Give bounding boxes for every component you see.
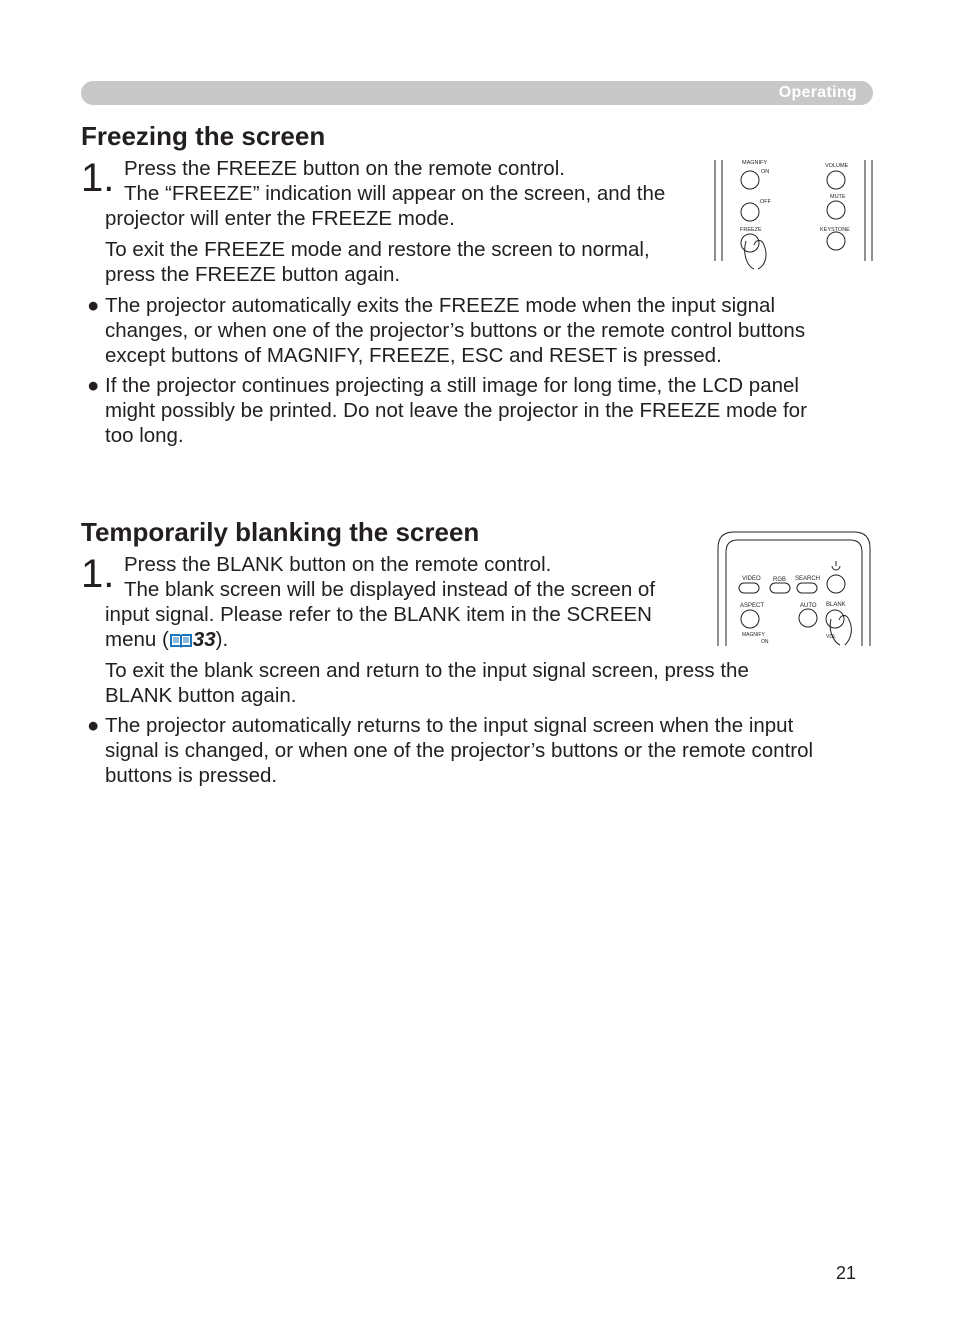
reference-page-number[interactable]: 33 <box>192 628 216 651</box>
mute-label: MUTE <box>830 194 846 200</box>
book-reference-icon[interactable] <box>169 630 193 655</box>
bullet-icon: ● <box>87 374 100 397</box>
volume-label: VOLUME <box>825 163 849 169</box>
off-label: OFF <box>760 199 771 205</box>
freeze-step-number: 1. <box>81 156 115 200</box>
blank-exit-line-2: BLANK button again. <box>105 684 297 707</box>
blank-label: BLANK <box>826 602 846 608</box>
rgb-button-shape <box>770 583 790 593</box>
blank-step-line-4 <box>105 627 228 655</box>
freeze-bullet-1-line-2: changes, or when one of the projector’s buttons or the remote control buttons <box>105 319 806 342</box>
vol-label: VOL <box>826 634 837 640</box>
pointing-finger-shape <box>745 241 766 270</box>
freeze-section-title: Freezing the screen <box>81 121 326 151</box>
blank-exit-line-1: To exit the blank screen and return to the input signal screen, press the <box>105 659 749 682</box>
freeze-step-line-1: Press the FREEZE button on the remote control. <box>124 157 565 180</box>
power-icon <box>832 561 840 570</box>
freeze-button-shape <box>741 234 759 252</box>
video-label: VIDEO <box>742 576 761 582</box>
auto-button-shape <box>799 609 817 627</box>
blank-step-line-1: Press the BLANK button on the remote control. <box>124 553 552 576</box>
search-label: SEARCH <box>795 576 821 582</box>
blank-remote-illustration <box>714 528 874 646</box>
bullet-icon: ● <box>87 714 100 737</box>
pointing-finger-shape <box>830 616 851 646</box>
section-header-bar <box>81 81 873 105</box>
freeze-bullet-2-line-1: If the projector continues projecting a still image for long time, the LCD panel <box>105 374 799 397</box>
aspect-label: ASPECT <box>740 603 765 609</box>
freeze-exit-line-1: To exit the FREEZE mode and restore the screen to normal, <box>105 238 650 261</box>
magnify-on-button-shape <box>741 171 759 189</box>
volume-button-shape <box>827 171 845 189</box>
on-label: ON <box>761 639 769 645</box>
aspect-button-shape <box>741 610 759 628</box>
bullet-icon: ● <box>87 294 100 317</box>
blank-step-number: 1. <box>81 552 115 596</box>
remote-body-outer <box>718 532 870 646</box>
blank-bullet-1-line-3: buttons is pressed. <box>105 764 278 787</box>
freeze-bullet-1-line-3: except buttons of MAGNIFY, FREEZE, ESC and RESET is pressed. <box>105 344 722 367</box>
freeze-label: FREEZE <box>740 227 762 233</box>
freeze-exit-line-2: press the FREEZE button again. <box>105 263 401 286</box>
freeze-bullet-2-line-2: might possibly be printed. Do not leave the projector in the FREEZE mode for <box>105 399 807 422</box>
blank-button-shape <box>826 610 844 628</box>
mute-button-shape <box>827 201 845 219</box>
freeze-remote-illustration <box>712 155 875 270</box>
freeze-bullet-1-line-1: The projector automatically exits the FREEZE mode when the input signal <box>105 294 775 317</box>
freeze-bullet-2-line-3: too long. <box>105 424 184 447</box>
on-label: ON <box>761 169 770 175</box>
blank-bullet-1-line-2: signal is changed, or when one of the projector’s buttons or the remote control <box>105 739 814 762</box>
video-button-shape <box>739 583 759 593</box>
menu-text: menu ( <box>105 628 169 651</box>
standby-button-shape <box>827 575 845 593</box>
keystone-label: KEYSTONE <box>820 227 850 233</box>
freeze-step-line-3: projector will enter the FREEZE mode. <box>105 207 455 230</box>
freeze-step-line-2: The “FREEZE” indication will appear on the screen, and the <box>124 182 666 205</box>
blank-section-title: Temporarily blanking the screen <box>81 517 480 547</box>
search-button-shape <box>797 583 817 593</box>
magnify-label: MAGNIFY <box>742 160 768 166</box>
blank-bullet-1-line-1: The projector automatically returns to the input signal screen when the input <box>105 714 794 737</box>
magnify-label: MAGNIFY <box>742 632 765 638</box>
auto-label: AUTO <box>800 603 817 609</box>
section-label: Operating <box>778 84 857 101</box>
blank-step-line-2: The blank screen will be displayed instead of the screen of <box>124 578 656 601</box>
rgb-label: RGB <box>773 577 787 583</box>
menu-text-close: ). <box>215 628 229 651</box>
page-number: 21 <box>836 1263 857 1283</box>
keystone-button-shape <box>827 232 845 250</box>
blank-step-line-3: input signal. Please refer to the BLANK item in the SCREEN <box>105 603 652 626</box>
magnify-off-button-shape <box>741 203 759 221</box>
